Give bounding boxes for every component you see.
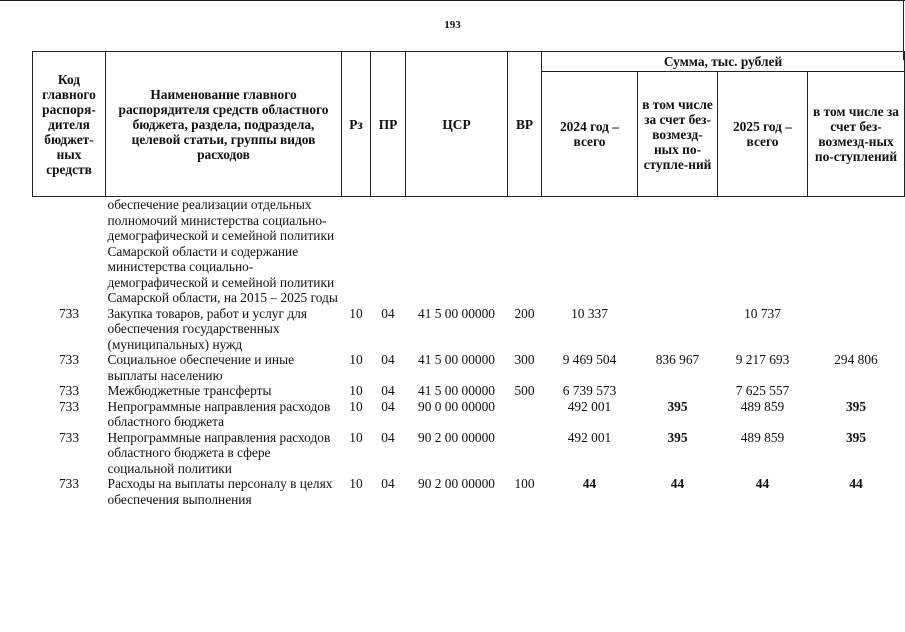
cell-code: 733 xyxy=(58,429,80,445)
cell-2024-total: 6 739 573 xyxy=(562,383,617,398)
cell-rz: 10 xyxy=(349,476,363,491)
cell-csr: 41 5 00 00000 xyxy=(418,305,495,321)
cell-csr: 41 5 00 00000 xyxy=(418,383,495,398)
cell-name: Непрограммные направления расходов областного бюджета xyxy=(107,398,331,429)
cell-vr: 300 xyxy=(514,352,535,367)
cell-2025-grants: 294 806 xyxy=(834,352,878,367)
cell-2025-total xyxy=(718,197,808,306)
cell-pr: 04 xyxy=(381,305,395,321)
header-code: Код главного распоря-дителя бюджет-ных средств xyxy=(33,52,106,197)
cell-2024-total: 492 001 xyxy=(567,429,612,445)
cell-rz: 10 xyxy=(349,352,363,367)
cell-vr: 500 xyxy=(514,383,535,398)
header-vr: ВР xyxy=(508,52,542,197)
cell-rz: 10 xyxy=(349,305,363,321)
cell-rz: 10 xyxy=(349,398,363,414)
cell-2025-grants: 395 xyxy=(845,398,867,414)
cell-2025-total: 489 859 xyxy=(740,398,785,414)
table-header xyxy=(33,52,905,197)
cell-rz: 10 xyxy=(349,383,363,398)
cell-pr xyxy=(371,197,406,306)
table-row xyxy=(33,430,905,477)
cell-vr xyxy=(508,197,542,306)
cell-code: 733 xyxy=(58,383,80,398)
cell-2024-grants xyxy=(638,306,718,353)
cell-2025-grants xyxy=(808,197,905,306)
cell-2024-grants: 836 967 xyxy=(655,352,700,367)
cell-2025-grants: 395 xyxy=(845,429,867,445)
cell-vr: 100 xyxy=(514,476,535,491)
cell-code: 733 xyxy=(58,352,80,367)
cell-vr: 200 xyxy=(514,305,535,321)
cell-code: 733 xyxy=(58,476,80,491)
cell-name: Расходы на выплаты персоналу в целях обеспечения выполнения xyxy=(107,476,333,507)
cell-name: Непрограммные направления расходов областного бюджета в сфере социальной политики xyxy=(107,429,331,476)
cell-rz: 10 xyxy=(349,429,363,445)
cell-csr xyxy=(406,197,508,306)
table-row xyxy=(33,197,905,306)
header-pr: ПР xyxy=(371,52,406,197)
cell-name: обеспечение реализации отдельных полномочий министерства социально-демографической и семейной политики Самарской области и содержание министерства социально-демографической и семейной политики Самарской области, на 2015 – 2025 годы xyxy=(107,197,338,305)
cell-2024-grants: 395 xyxy=(667,429,688,445)
cell-2025-grants: 44 xyxy=(849,476,863,491)
header-csr: ЦСР xyxy=(406,52,508,197)
cell-2025-total: 489 859 xyxy=(740,429,785,445)
cell-csr: 90 0 00 00000 xyxy=(418,398,495,414)
cell-pr: 04 xyxy=(381,476,395,491)
table-row xyxy=(33,383,905,399)
header-2024-total: 2024 год – всего xyxy=(542,72,638,197)
header-sum: Сумма, тыс. рублей xyxy=(542,52,905,72)
header-2025-grants: в том числе за счет без-возмезд-ных по-ступлений xyxy=(808,72,905,197)
cell-2024-total: 9 469 504 xyxy=(562,352,617,367)
header-2025-total: 2025 год – всего xyxy=(718,72,808,197)
header-2024-grants: в том числе за счет без-возмезд-ных по-ступле-ний xyxy=(638,72,718,197)
cell-csr: 90 2 00 00000 xyxy=(418,476,495,491)
cell-2025-grants xyxy=(808,306,905,353)
page-number: 193 xyxy=(444,19,461,31)
cell-csr: 90 2 00 00000 xyxy=(418,429,495,445)
table-row xyxy=(33,399,905,430)
header-rz: Рз xyxy=(342,52,371,197)
table-body xyxy=(33,197,905,508)
cell-pr: 04 xyxy=(381,429,395,445)
cell-vr xyxy=(508,430,542,477)
table-row xyxy=(33,352,905,383)
cell-2025-total: 9 217 693 xyxy=(735,352,790,367)
cell-2025-total: 7 625 557 xyxy=(735,383,790,398)
cell-2024-total xyxy=(542,197,638,306)
cell-code xyxy=(33,197,106,306)
cell-pr: 04 xyxy=(381,398,395,414)
table-row xyxy=(33,306,905,353)
cell-code: 733 xyxy=(58,398,80,414)
cell-2025-total: 44 xyxy=(755,476,770,491)
cell-rz xyxy=(342,197,371,306)
cell-2024-total: 44 xyxy=(582,476,597,491)
cell-2024-grants: 395 xyxy=(667,398,688,414)
header-name: Наименование главного распорядителя средств областного бюджета, раздела, подраздела, целевой статьи, группы видов расходов xyxy=(106,52,342,197)
cell-name: Закупка товаров, работ и услуг для обеспечения государственных (муниципальных) нужд xyxy=(107,305,307,352)
cell-pr: 04 xyxy=(381,383,395,398)
cell-name: Межбюджетные трансферты xyxy=(107,383,272,398)
cell-2024-grants xyxy=(638,383,718,399)
cell-vr xyxy=(508,399,542,430)
budget-table xyxy=(32,51,905,507)
page-top-edge xyxy=(0,0,905,1)
cell-pr: 04 xyxy=(381,352,395,367)
cell-name: Социальное обеспечение и иные выплаты населению xyxy=(107,352,295,383)
cell-csr: 41 5 00 00000 xyxy=(418,352,495,367)
cell-2024-grants: 44 xyxy=(670,476,685,491)
cell-code: 733 xyxy=(58,305,80,321)
cell-2024-total: 492 001 xyxy=(567,398,612,414)
cell-2025-total: 10 737 xyxy=(744,305,781,321)
cell-2025-grants xyxy=(808,383,905,399)
table-row xyxy=(33,476,905,507)
cell-2024-total: 10 337 xyxy=(571,305,608,321)
cell-2024-grants xyxy=(638,197,718,306)
